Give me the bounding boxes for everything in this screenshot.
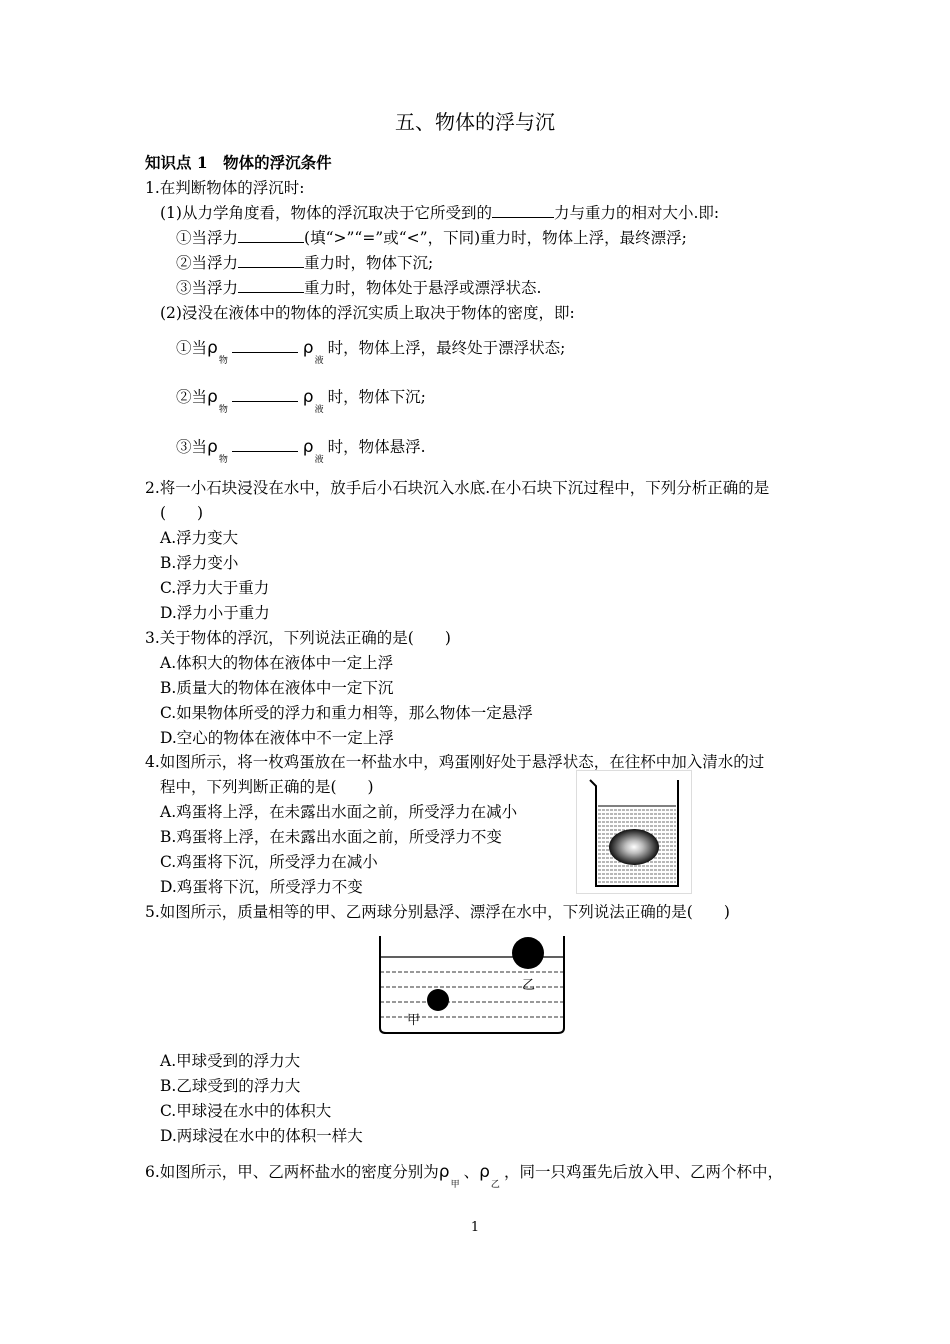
q4-option-d: D.鸡蛋将下沉，所受浮力不变 xyxy=(160,878,363,896)
answer-blank[interactable] xyxy=(232,338,298,353)
q2-option-a: A.浮力变大 xyxy=(160,529,239,547)
q5-option-d: D.两球浸在水中的体积一样大 xyxy=(160,1127,363,1145)
q2-answer-paren: ( ) xyxy=(160,504,204,522)
answer-blank[interactable] xyxy=(238,228,304,243)
ball-yi-label: 乙 xyxy=(522,978,536,993)
q1-part1-c: ③当浮力 重力时，物体处于悬浮或漂浮状态. xyxy=(176,279,542,297)
q6-stem: 6.如图所示，甲、乙两杯盐水的密度分别为$\rho_甲$、$\rho_乙$，同一只鸡蛋先后放入甲、乙两个杯中， xyxy=(145,1162,783,1190)
q5-option-b: B.乙球受到的浮力大 xyxy=(160,1077,301,1095)
page-title: 五、物体的浮与沉 xyxy=(395,110,555,134)
q2-option-c: C.浮力大于重力 xyxy=(160,579,270,597)
answer-blank[interactable] xyxy=(232,387,298,402)
q1-stem: 1.在判断物体的浮沉时: xyxy=(145,179,305,197)
q1-part1-a: ①当浮力 (填“>”“=”或“<”，下同)重力时，物体上浮，最终漂浮; xyxy=(176,229,687,247)
q3-option-d: D.空心的物体在液体中不一定上浮 xyxy=(160,729,394,747)
q2-option-d: D.浮力小于重力 xyxy=(160,604,270,622)
q1-part2-c: ③当$\rho_物$ $\rho_液$时，物体悬浮. xyxy=(176,437,426,465)
q1-part1: (1)从力学角度看，物体的浮沉取决于它所受到的 力与重力的相对大小.即: xyxy=(160,204,720,222)
q4-stem-line1: 4.如图所示，将一枚鸡蛋放在一杯盐水中，鸡蛋刚好处于悬浮状态，在往杯中加入清水的过 xyxy=(145,753,765,771)
ball-jia-label: 甲 xyxy=(407,1013,421,1028)
q1-part2: (2)浸没在液体中的物体的浮沉实质上取决于物体的密度，即: xyxy=(160,304,575,322)
q3-option-c: C.如果物体所受的浮力和重力相等，那么物体一定悬浮 xyxy=(160,704,533,722)
answer-blank[interactable] xyxy=(492,203,554,218)
q1-part1-b: ②当浮力 重力时，物体下沉; xyxy=(176,254,434,272)
two-balls-container-figure xyxy=(376,930,568,1038)
answer-blank[interactable] xyxy=(238,278,304,293)
q5-stem: 5.如图所示，质量相等的甲、乙两球分别悬浮、漂浮在水中，下列说法正确的是( ) xyxy=(145,903,730,921)
q2-option-b: B.浮力变小 xyxy=(160,554,239,572)
q1-part2-a: ①当$\rho_物$ $\rho_液$时，物体上浮，最终处于漂浮状态; xyxy=(176,338,566,366)
q4-option-a: A.鸡蛋将上浮，在未露出水面之前，所受浮力在减小 xyxy=(160,803,518,821)
ball-yi xyxy=(512,937,544,969)
q5-option-a: A.甲球受到的浮力大 xyxy=(160,1052,301,1070)
beaker-egg-figure xyxy=(576,770,692,894)
ball-jia xyxy=(427,989,449,1011)
q4-option-b: B.鸡蛋将上浮，在未露出水面之前，所受浮力不变 xyxy=(160,828,502,846)
answer-blank[interactable] xyxy=(232,437,298,452)
answer-blank[interactable] xyxy=(238,253,304,268)
q3-stem: 3.关于物体的浮沉，下列说法正确的是( ) xyxy=(145,629,451,647)
q5-option-c: C.甲球浸在水中的体积大 xyxy=(160,1102,332,1120)
q4-stem-line2: 程中，下列判断正确的是( ) xyxy=(160,778,374,796)
q3-option-a: A.体积大的物体在液体中一定上浮 xyxy=(160,654,394,672)
section-heading: 知识点 1 物体的浮沉条件 xyxy=(145,153,332,172)
q2-stem: 2.将一小石块浸没在水中，放手后小石块沉入水底.在小石块下沉过程中，下列分析正确的是 xyxy=(145,479,770,497)
q4-option-c: C.鸡蛋将下沉，所受浮力在减小 xyxy=(160,853,378,871)
q3-option-b: B.质量大的物体在液体中一定下沉 xyxy=(160,679,394,697)
egg xyxy=(609,829,659,865)
q1-part2-b: ②当$\rho_物$ $\rho_液$时，物体下沉; xyxy=(176,387,426,415)
page-number: 1 xyxy=(470,1220,480,1235)
